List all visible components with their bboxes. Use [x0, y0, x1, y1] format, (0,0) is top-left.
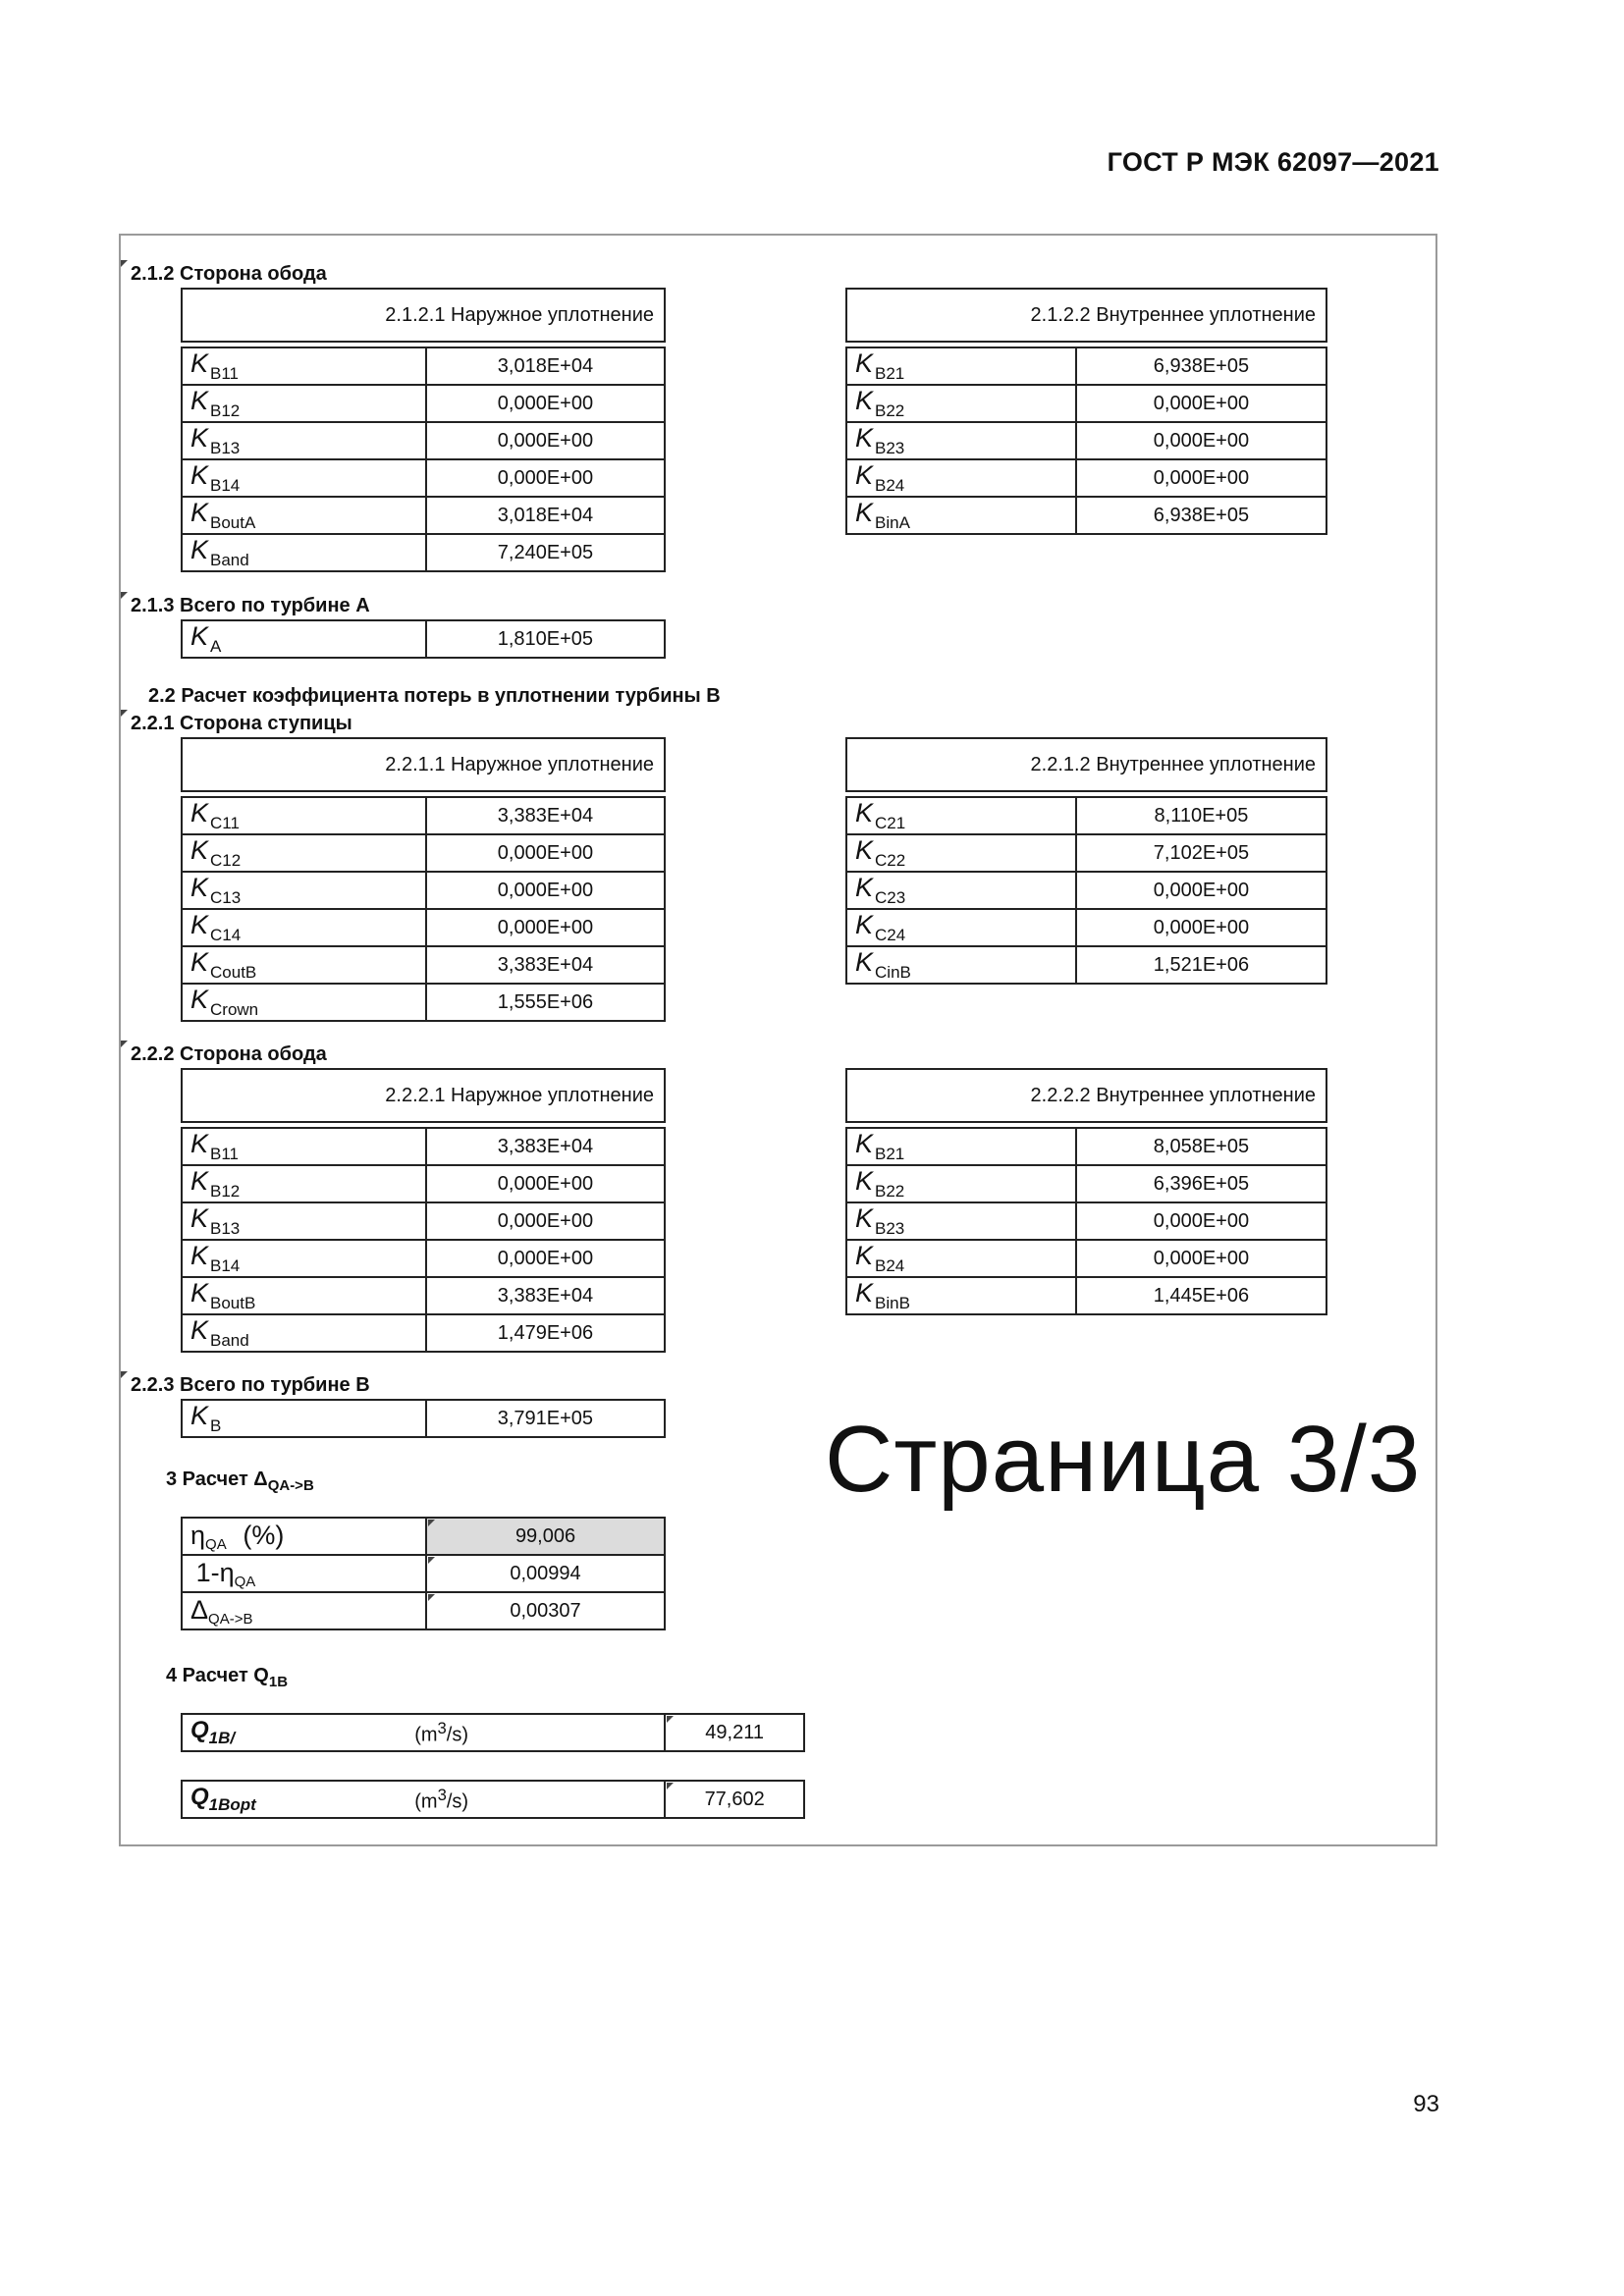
table-row: K $_{BinA}$ 6,938E+05 [846, 497, 1326, 534]
table-row: $Q_{1Bopt}$ $(m^3/s)$ 77,602 [182, 1781, 804, 1818]
table-4-q1b [181, 1713, 805, 1752]
standard-header: ГОСТ Р МЭК 62097—2021 [1107, 147, 1439, 177]
table-row: K $_{Band}$ 7,240E+05 [182, 534, 665, 571]
table-row: K $_{B23}$ 0,000E+00 [846, 422, 1326, 459]
table-row: K $_{C21}$ 8,110E+05 [846, 797, 1326, 834]
table-row: K $_{B13}$ 0,000E+00 [182, 422, 665, 459]
table-header: 2.1.2.1 Наружное уплотнение [182, 289, 665, 342]
table-row: K $_{B21}$ 8,058E+05 [846, 1128, 1326, 1165]
table-row: K $_{B12}$ 0,000E+00 [182, 385, 665, 422]
table-2-2-2-2-inner [845, 1068, 1327, 1315]
table-row: K $_{Band}$ 1,479E+06 [182, 1314, 665, 1352]
section-title-4: 4 Расчет $Q_{1B}$ [166, 1665, 289, 1690]
table-2-1-2-1-outer [181, 288, 666, 572]
table-header: 2.2.2.1 Наружное уплотнение [182, 1069, 665, 1122]
table-header: 2.2.2.2 Внутреннее уплотнение [846, 1069, 1326, 1122]
table-row: K $_{BoutA}$ 3,018E+04 [182, 497, 665, 534]
table-row: K $_{B11}$ 3,383E+04 [182, 1128, 665, 1165]
table-4-q1bopt [181, 1780, 805, 1819]
table-header: 2.2.1.2 Внутреннее уплотнение [846, 738, 1326, 791]
table-row: K $_B$ 3,791E+05 [182, 1400, 665, 1437]
table-row: K $_{C24}$ 0,000E+00 [846, 909, 1326, 946]
table-row: K $_{B23}$ 0,000E+00 [846, 1202, 1326, 1240]
table-row: K $_{B21}$ 6,938E+05 [846, 347, 1326, 385]
table-row: K $_{B24}$ 0,000E+00 [846, 1240, 1326, 1277]
table-row: $\eta_{QA}$ (%) 99,006 [182, 1518, 665, 1555]
section-title-2-1-2: 2.1.2 Сторона обода [131, 263, 327, 285]
section-title-2-2: 2.2 Расчет коэффициента потерь в уплотнении турбины В [148, 685, 721, 707]
section-title-2-2-2: 2.2.2 Сторона обода [131, 1043, 327, 1065]
table-row: K $_{B22}$ 0,000E+00 [846, 385, 1326, 422]
table-row: K $_{C14}$ 0,000E+00 [182, 909, 665, 946]
page-number: 93 [1413, 2091, 1439, 2117]
table-2-2-1-1-outer [181, 737, 666, 1022]
table-row: K $_{C23}$ 0,000E+00 [846, 872, 1326, 909]
table-row: K $_{BinB}$ 1,445E+06 [846, 1277, 1326, 1314]
table-row: K $_{BoutB}$ 3,383E+04 [182, 1277, 665, 1314]
table-row: K $_{B14}$ 0,000E+00 [182, 459, 665, 497]
table-header: 2.1.2.2 Внутреннее уплотнение [846, 289, 1326, 342]
section-title-3: 3 Расчет $\Delta_{QA->B}$ [166, 1468, 314, 1494]
table-row: K $_{C22}$ 7,102E+05 [846, 834, 1326, 872]
section-title-2-1-3: 2.1.3 Всего по турбине А [131, 595, 370, 616]
table-row: K $_{B11}$ 3,018E+04 [182, 347, 665, 385]
table-row: $\Delta_{QA->B}$ 0,00307 [182, 1592, 665, 1629]
table-row: K $_{C12}$ 0,000E+00 [182, 834, 665, 872]
table-header: 2.2.1.1 Наружное уплотнение [182, 738, 665, 791]
table-row: $1-\eta_{QA}$ 0,00994 [182, 1555, 665, 1592]
table-row: K $_{B13}$ 0,000E+00 [182, 1202, 665, 1240]
table-row: K $_A$ 1,810E+05 [182, 620, 665, 658]
table-row: $Q_{1B/}$ $(m^3/s)$ 49,211 [182, 1714, 804, 1751]
table-row: K $_{B24}$ 0,000E+00 [846, 459, 1326, 497]
table-row: K $_{CoutB}$ 3,383E+04 [182, 946, 665, 984]
table-row: K $_{B14}$ 0,000E+00 [182, 1240, 665, 1277]
table-2-2-3-total [181, 1399, 666, 1438]
table-2-2-1-2-inner [845, 737, 1327, 985]
table-2-1-3-total [181, 619, 666, 659]
table-row: K $_{C13}$ 0,000E+00 [182, 872, 665, 909]
table-row: K $_{C11}$ 3,383E+04 [182, 797, 665, 834]
table-row: K $_{Crown}$ 1,555E+06 [182, 984, 665, 1021]
table-3-delta [181, 1517, 666, 1630]
table-row: K $_{B22}$ 6,396E+05 [846, 1165, 1326, 1202]
section-title-2-2-1: 2.2.1 Сторона ступицы [131, 713, 352, 734]
table-row: K $_{B12}$ 0,000E+00 [182, 1165, 665, 1202]
page-watermark: Страница 3/3 [825, 1407, 1422, 1512]
table-row: K $_{CinB}$ 1,521E+06 [846, 946, 1326, 984]
section-title-2-2-3: 2.2.3 Всего по турбине В [131, 1374, 370, 1396]
table-2-2-2-1-outer [181, 1068, 666, 1353]
table-2-1-2-2-inner [845, 288, 1327, 535]
